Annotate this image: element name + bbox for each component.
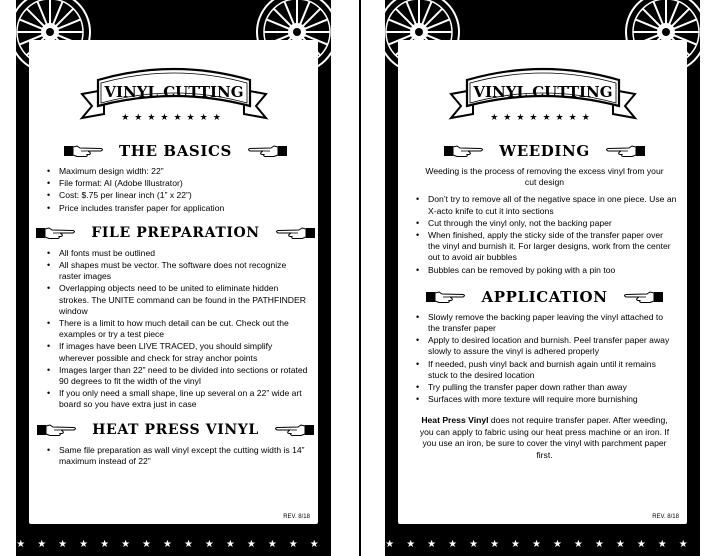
- weeding-intro: Weeding is the process of removing the excess vinyl from your cut design: [425, 166, 664, 188]
- heat-press-note: [416, 415, 673, 461]
- pointing-hand-icon: [604, 142, 646, 160]
- list-item: • Bubbles can be removed by poking with a pin too: [412, 265, 677, 276]
- list-item: • Try pulling the transfer paper down rather than away: [412, 382, 677, 393]
- list-item: • Maximum design width: 22”: [43, 166, 308, 177]
- pointing-hand-icon: [246, 142, 288, 160]
- list-item: • File format: AI (Adobe Illustrator): [43, 178, 308, 189]
- list-item: • If images have been LIVE TRACED, you should simplify wherever possible and check for stray anchor points: [43, 341, 308, 363]
- card-vinyl-cutting-weeding: [385, 0, 700, 556]
- list-item: • Same file preparation as wall vinyl except the cutting width is 14” maximum instead of 22”: [43, 445, 308, 467]
- basics-list: [43, 166, 308, 214]
- section-heading: [43, 224, 308, 242]
- list-item: • Surfaces with more texture will require more burnishing: [412, 394, 677, 405]
- pointing-hand-icon: [35, 224, 77, 242]
- section-heading: [412, 288, 677, 306]
- pointing-hand-icon: [622, 288, 664, 306]
- section-title-heat-press-vinyl: HEAT PRESS VINYL: [92, 421, 259, 438]
- list-item: • Don’t try to remove all of the negative space in one piece. Use an X-acto knife to cut it into sections: [412, 194, 677, 216]
- section-title-application: APPLICATION: [481, 287, 608, 306]
- pointing-hand-icon: [63, 142, 105, 160]
- list-item: • All fonts must be outlined: [43, 248, 308, 259]
- section-title-weeding: WEEDING: [499, 142, 590, 160]
- card-vinyl-cutting-basics: [16, 0, 331, 556]
- section-title-file-preparation: FILE PREPARATION: [91, 224, 260, 241]
- card-content: [412, 140, 677, 461]
- bottom-star-row: ★★★★★★★★★★★★★★★: [385, 539, 700, 550]
- list-item: • Apply to desired location and burnish. Peel transfer paper away slowly to assure the vinyl is adhered properly: [412, 335, 677, 357]
- section-title-basics: THE BASICS: [119, 142, 232, 160]
- list-item: • Images larger than 22” need to be divided into sections or rotated 90 degrees to fit the width of the vinyl: [43, 365, 308, 387]
- bottom-star-row: ★★★★★★★★★★★★★★★: [16, 539, 331, 550]
- heat-press-note-bold: Heat Press Vinyl: [421, 415, 489, 426]
- file-preparation-list: [43, 248, 308, 411]
- list-item: • Overlapping objects need to be united to eliminate hidden strokes. The UNITE command can be found in the PATHFINDER window: [43, 283, 308, 317]
- section-heading: [43, 142, 308, 160]
- pointing-hand-icon: [36, 421, 78, 439]
- list-item: • Price includes transfer paper for application: [43, 203, 308, 214]
- pointing-hand-icon: [274, 224, 316, 242]
- star-row: ★★★★★★★★: [121, 112, 226, 122]
- list-item: • Cut through the vinyl only, not the backing paper: [412, 218, 677, 229]
- application-list: [412, 312, 677, 406]
- card-panel: [29, 40, 318, 524]
- banner-title: VINYL CUTTING: [472, 83, 613, 101]
- list-item: • All shapes must be vector. The software does not recognize raster images: [43, 260, 308, 282]
- revision-label: REV. 8/18: [652, 514, 679, 520]
- list-item: • If needed, push vinyl back and burnish again until it remains stuck to the desired location: [412, 359, 677, 381]
- list-item: • When finished, apply the sticky side of the transfer paper over the vinyl and burnish it. For larger designs, work from the center out to avoid air bubbles: [412, 230, 677, 264]
- pointing-hand-icon: [443, 142, 485, 160]
- weeding-list: [412, 194, 677, 275]
- pointing-hand-icon: [425, 288, 467, 306]
- list-item: • If you only need a small shape, line up several on a 22” wide art board so you have extra just in case: [43, 388, 308, 410]
- heat-press-list: [43, 445, 308, 467]
- pointing-hand-icon: [273, 421, 315, 439]
- card-panel: [398, 40, 687, 524]
- list-item: • There is a limit to how much detail can be cut. Check out the examples or try a test piece: [43, 318, 308, 340]
- list-item: • Cost: $.75 per linear inch (1” x 22”): [43, 190, 308, 201]
- list-item: • Slowly remove the backing paper leaving the vinyl attached to the transfer paper: [412, 312, 677, 334]
- section-heading: [412, 142, 677, 160]
- card-content: [43, 140, 308, 477]
- heat-press-note-text: does not require transfer paper. After weeding, you can apply to fabric using our heat press machine or an iron. If you use an iron, be sure to cover the vinyl with parchment paper first.: [419, 415, 670, 460]
- revision-label: REV. 8/18: [283, 514, 310, 520]
- banner-title: VINYL CUTTING: [103, 83, 244, 101]
- star-row: ★★★★★★★★: [490, 112, 595, 122]
- section-heading: [43, 421, 308, 439]
- page-divider: [359, 0, 361, 556]
